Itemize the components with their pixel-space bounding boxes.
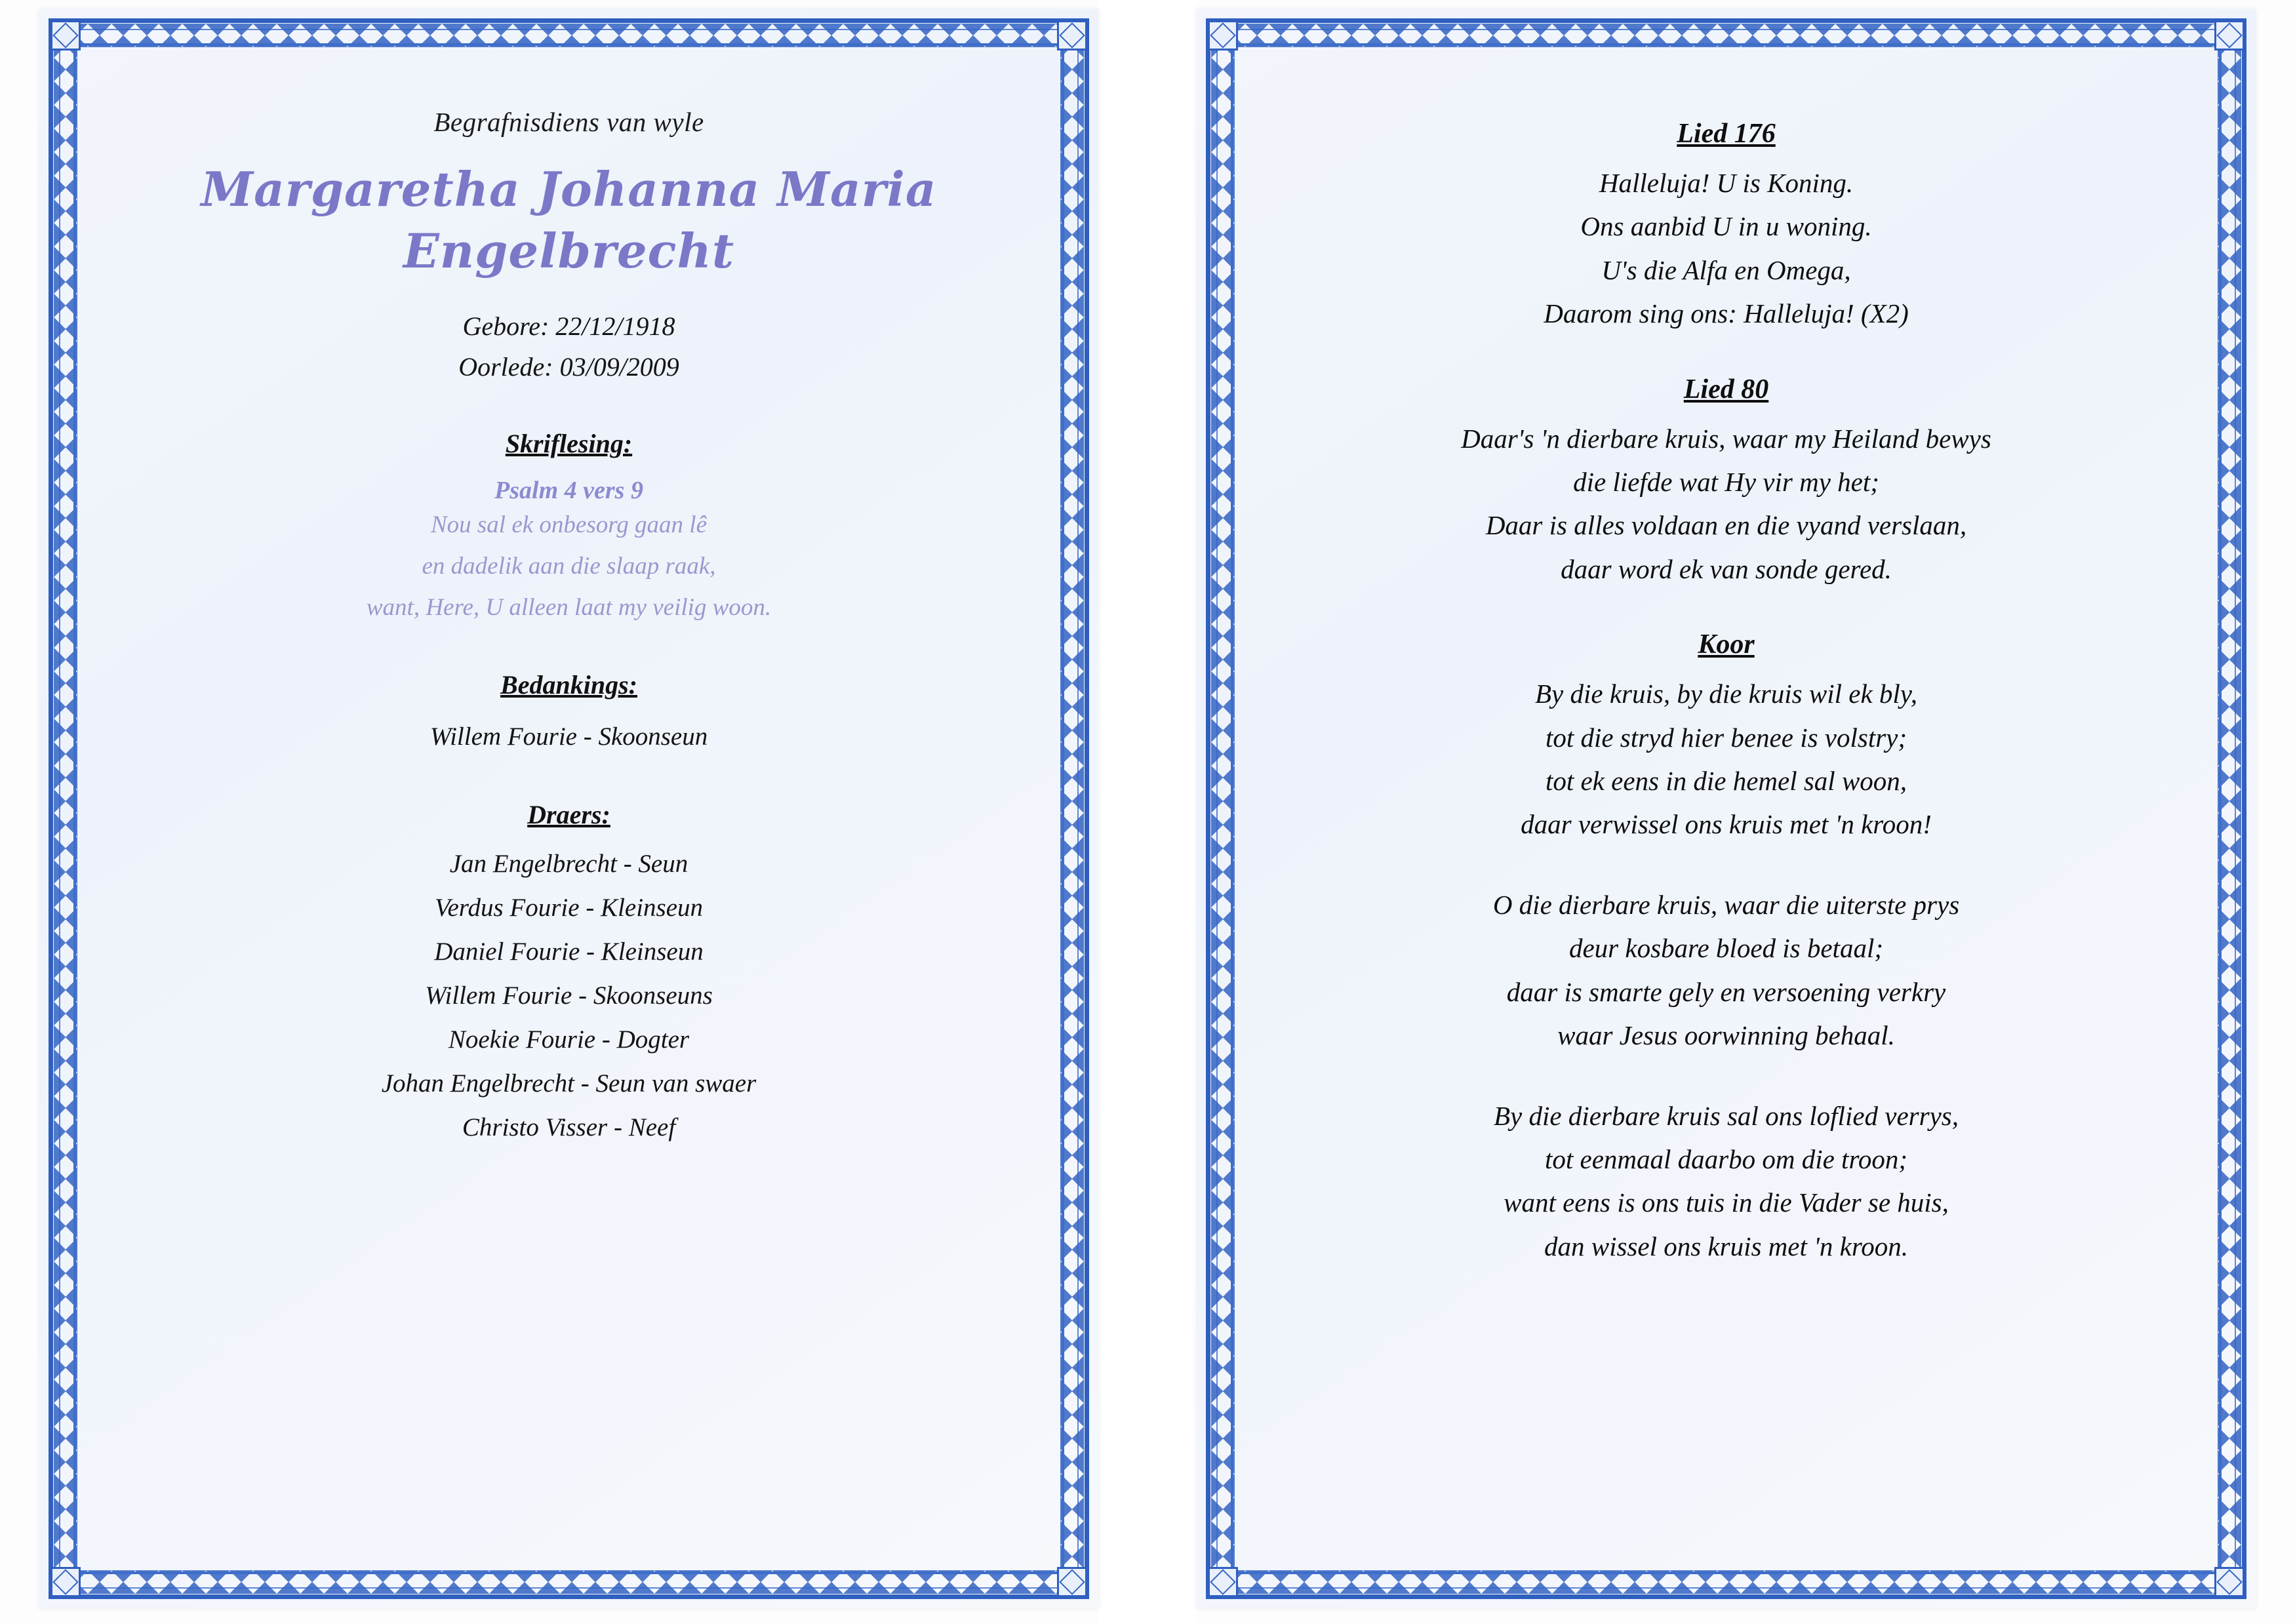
right-page-content — [1253, 55, 2199, 1562]
hymn-line: deur kosbare bloed is betaal; — [1568, 933, 1883, 964]
corner-ornament-top-left — [1208, 20, 1238, 50]
hymn-line: By die dierbare kruis sal ons loflied verrys, — [1493, 1100, 1959, 1131]
list-item: Daniel Fourie - Kleinseun — [434, 937, 704, 966]
hymn-line: Halleluja! U is Koning. — [1599, 168, 1854, 198]
scripture-body — [96, 505, 1042, 629]
hymn-line: waar Jesus oorwinning behaal. — [1557, 1020, 1895, 1051]
chorus-verse — [1253, 1094, 2199, 1269]
hymn-line: daar verwissel ons kruis met 'n kroon! — [1521, 809, 1932, 840]
hymn-line: die liefde wat Hy vir my het; — [1573, 467, 1879, 498]
life-dates — [96, 306, 1042, 387]
list-item: Johan Engelbrecht - Seun van swaer — [381, 1069, 757, 1098]
hymn-line: Ons aanbid U in u woning. — [1580, 211, 1872, 242]
chorus-title: Koor — [1698, 629, 1755, 660]
chorus-verse — [1253, 883, 2199, 1058]
hymn-title: Lied 176 — [1677, 119, 1776, 149]
left-page-content — [96, 55, 1042, 1562]
hymn-line: Daar's 'n dierbare kruis, waar my Heiland bewys — [1461, 423, 1991, 454]
list-item: Christo Visser - Neef — [462, 1113, 676, 1142]
hymn-line: tot die stryd hier benee is volstry; — [1545, 722, 1907, 753]
intro-line: Begrafnisdiens van wyle — [433, 107, 704, 137]
death-date: Oorlede: 03/09/2009 — [458, 352, 679, 382]
corner-ornament-bottom-right — [1057, 1567, 1087, 1597]
list-item: Noekie Fourie - Dogter — [448, 1025, 690, 1054]
thanks-heading: Bedankings: — [500, 669, 637, 700]
program-page-right — [1197, 9, 2256, 1608]
hymn-line: tot eenmaal daarbo om die troon; — [1544, 1143, 1908, 1174]
hymn-line: tot ek eens in die hemel sal woon, — [1545, 766, 1907, 797]
hymn-line: U's die Alfa en Omega, — [1601, 254, 1851, 285]
corner-ornament-bottom-left — [50, 1567, 81, 1597]
hymn-line: dan wissel ons kruis met 'n kroon. — [1544, 1231, 1909, 1261]
hymn-verse — [1253, 417, 2199, 591]
hymn-verse — [1253, 161, 2199, 336]
program-page-left — [39, 9, 1098, 1608]
list-item: Jan Engelbrecht - Seun — [449, 849, 688, 878]
bearers-list — [96, 842, 1042, 1150]
hymn-line: O die dierbare kruis, waar die uiterste prys — [1492, 889, 1960, 920]
hymn-line: daar is smarte gely en versoening verkry — [1506, 976, 1946, 1007]
chorus-verse — [1253, 672, 2199, 846]
scripture-reference: Psalm 4 vers 9 — [494, 477, 643, 504]
corner-ornament-bottom-left — [1208, 1567, 1238, 1597]
list-item: Willem Fourie - Skoonseuns — [425, 981, 713, 1010]
scripture-line: en dadelik aan die slaap raak, — [422, 552, 716, 580]
deceased-name-line1: Margaretha Johanna Maria — [201, 161, 937, 217]
hymn-line: Daar is alles voldaan en die vyand verslaan, — [1485, 510, 1967, 541]
hymn-line: By die kruis, by die kruis wil ek bly, — [1535, 679, 1917, 709]
page-gutter — [1098, 0, 1197, 1624]
bearers-heading: Draers: — [527, 799, 610, 829]
corner-ornament-bottom-right — [2214, 1567, 2245, 1597]
birth-date: Gebore: 22/12/1918 — [462, 311, 675, 341]
deceased-name-line2: Engelbrecht — [403, 223, 735, 279]
corner-ornament-top-right — [2214, 20, 2245, 50]
corner-ornament-top-left — [50, 20, 81, 50]
scripture-heading: Skriflesing: — [505, 429, 633, 458]
hymn-line: want eens is ons tuis in die Vader se huis, — [1504, 1187, 1949, 1218]
hymn-line: daar word ek van sonde gered. — [1561, 553, 1892, 584]
hymn-title: Lied 80 — [1683, 374, 1769, 405]
list-item: Willem Fourie - Skoonseun — [429, 722, 708, 751]
scripture-line: Nou sal ek onbesorg gaan lê — [430, 511, 707, 538]
hymn-line: Daarom sing ons: Halleluja! (X2) — [1544, 298, 1909, 329]
corner-ornament-top-right — [1057, 20, 1087, 50]
thanks-list — [96, 715, 1042, 759]
scripture-line: want, Here, U alleen laat my veilig woon. — [366, 593, 772, 621]
list-item: Verdus Fourie - Kleinseun — [434, 893, 704, 922]
